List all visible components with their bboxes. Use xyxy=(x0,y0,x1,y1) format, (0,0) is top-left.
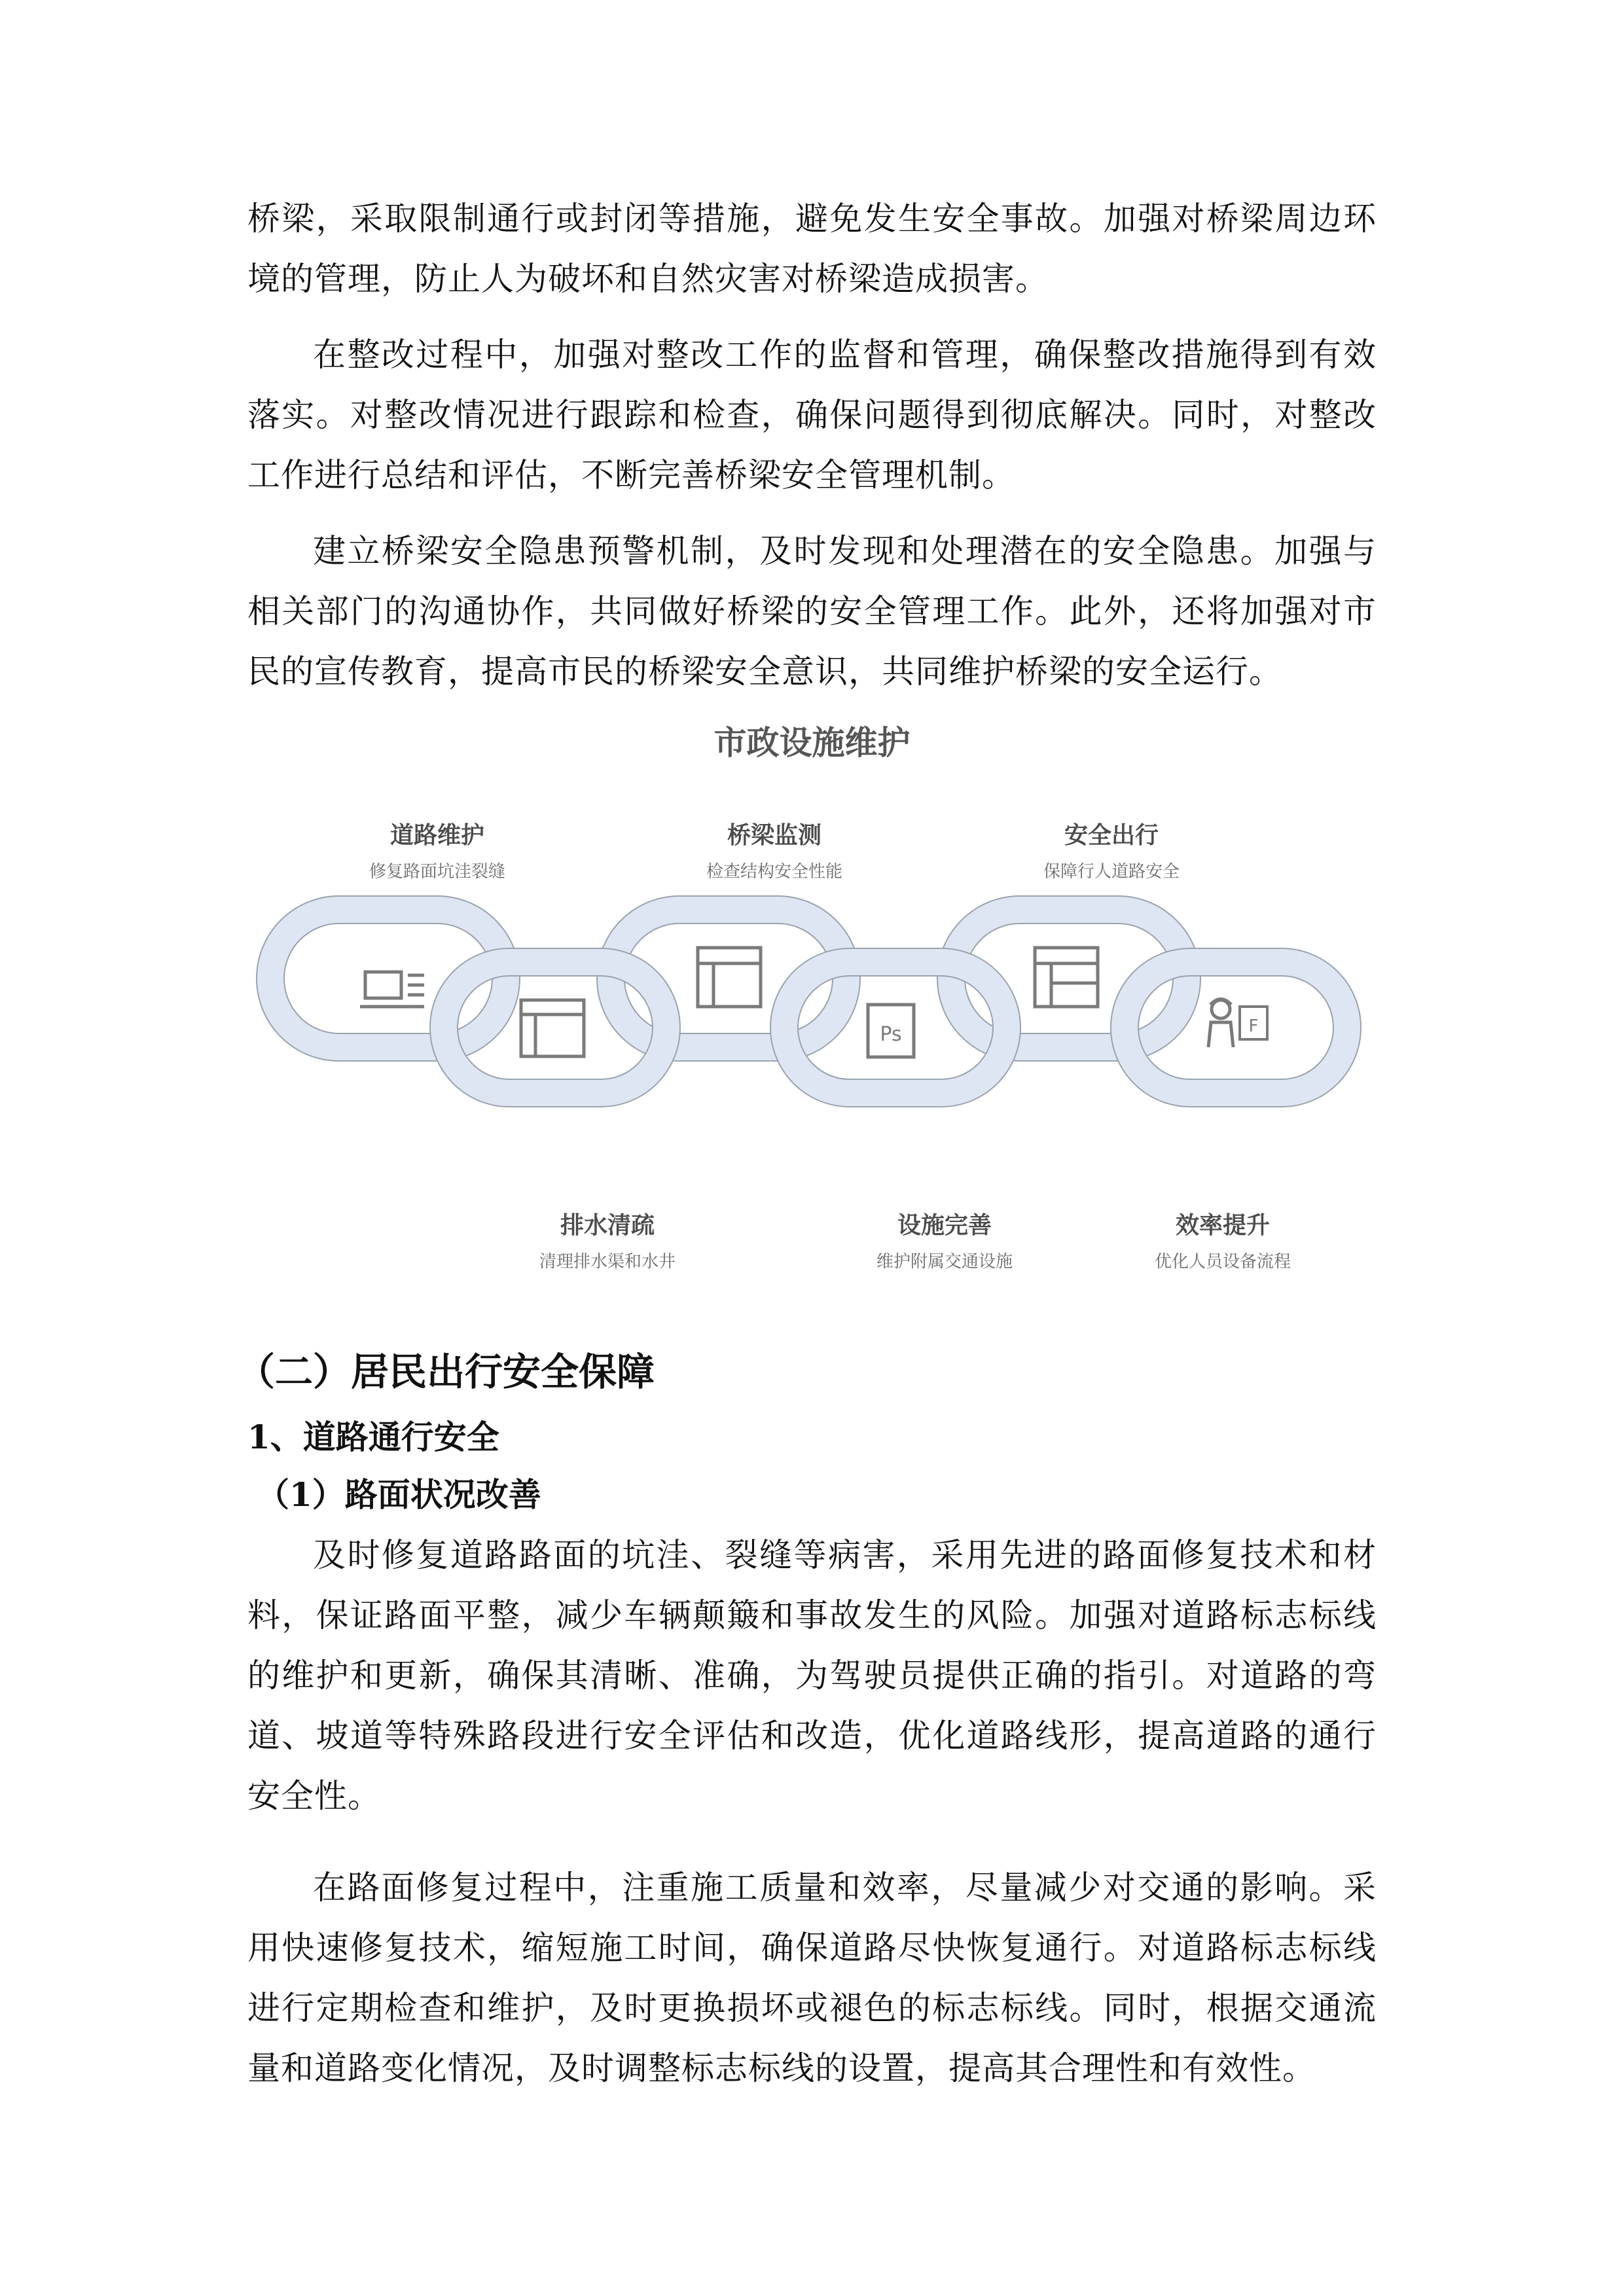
window-icon xyxy=(698,948,761,1007)
chain-graphic xyxy=(247,870,1377,1145)
label-desc: 修复路面坑洼裂缝 xyxy=(369,862,505,882)
layout-icon xyxy=(1035,948,1098,1007)
label-title: 效率提升 xyxy=(1175,1212,1270,1239)
worker-f-label: F xyxy=(1248,1016,1259,1036)
maintenance-figure xyxy=(247,720,1377,1322)
paragraph-top-3: 建立桥梁安全隐患预警机制，及时发现和处理潜在的安全隐患。加强与相关部门的沟通协作，共同做好桥梁的安全管理工作。此外，还将加强对市民的宣传教育，提高市民的桥梁安全意识，共同维护桥梁的安全运行。 xyxy=(247,532,1377,691)
worker-icon xyxy=(1208,999,1267,1048)
ps-file-icon xyxy=(868,1005,914,1057)
table-icon xyxy=(521,1000,584,1056)
subsubsection-heading: （1）路面状况改善 xyxy=(257,1475,541,1514)
label-title: 设施完善 xyxy=(897,1212,992,1239)
label-desc: 维护附属交通设施 xyxy=(876,1252,1013,1272)
label-drainage xyxy=(463,1210,751,1275)
label-title: 桥梁监测 xyxy=(727,822,821,849)
label-desc: 清理排水渠和水井 xyxy=(539,1252,676,1272)
label-desc: 保障行人道路安全 xyxy=(1043,862,1180,882)
label-desc: 优化人员设备流程 xyxy=(1154,1252,1291,1272)
figure-title: 市政设施维护 xyxy=(713,724,911,762)
label-title: 排水清疏 xyxy=(560,1212,655,1239)
section-heading: （二）居民出行安全保障 xyxy=(237,1350,655,1394)
paragraph-bottom-2: 在路面修复过程中，注重施工质量和效率，尽量减少对交通的影响。采用快速修复技术，缩短施工时间，确保道路尽快恢复通行。对道路标志标线进行定期检查和维护，及时更换损坏或褪色的标志标线。同时，根据交通流量和道路变化情况，及时调整标志标线的设置，提高其合理性和有效性。 xyxy=(247,1869,1377,2087)
label-efficiency xyxy=(1079,1210,1367,1275)
paragraph-bottom-1: 及时修复道路路面的坑洼、裂缝等病害，采用先进的路面修复技术和材料，保证路面平整，减少车辆颠簸和事故发生的风险。加强对道路标志标线的维护和更新，确保其清晰、准确，为驾驶员提供正确的指引。对道路的弯道、坡道等特殊路段进行安全评估和改造，优化道路线形，提高道路的通行安全性。 xyxy=(247,1536,1377,1815)
label-title: 道路维护 xyxy=(389,822,484,849)
label-desc: 检查结构安全性能 xyxy=(706,862,842,882)
ps-file-label: Ps xyxy=(880,1023,902,1046)
label-facility-improvement xyxy=(801,1210,1089,1275)
chain-links xyxy=(270,910,1347,1093)
paragraph-top-2: 在整改过程中，加强对整改工作的监督和管理，确保整改措施得到有效落实。对整改情况进行跟踪和检查，确保问题得到彻底解决。同时，对整改工作进行总结和评估，不断完善桥梁安全管理机制。 xyxy=(247,336,1377,494)
document-icon xyxy=(360,972,424,1007)
paragraph-top-1: 桥梁，采取限制通行或封闭等措施，避免发生安全事故。加强对桥梁周边环境的管理，防止人为破坏和自然灾害对桥梁造成损害。 xyxy=(247,200,1377,298)
subsection-heading: 1、道路通行安全 xyxy=(247,1418,499,1456)
label-title: 安全出行 xyxy=(1064,822,1159,849)
